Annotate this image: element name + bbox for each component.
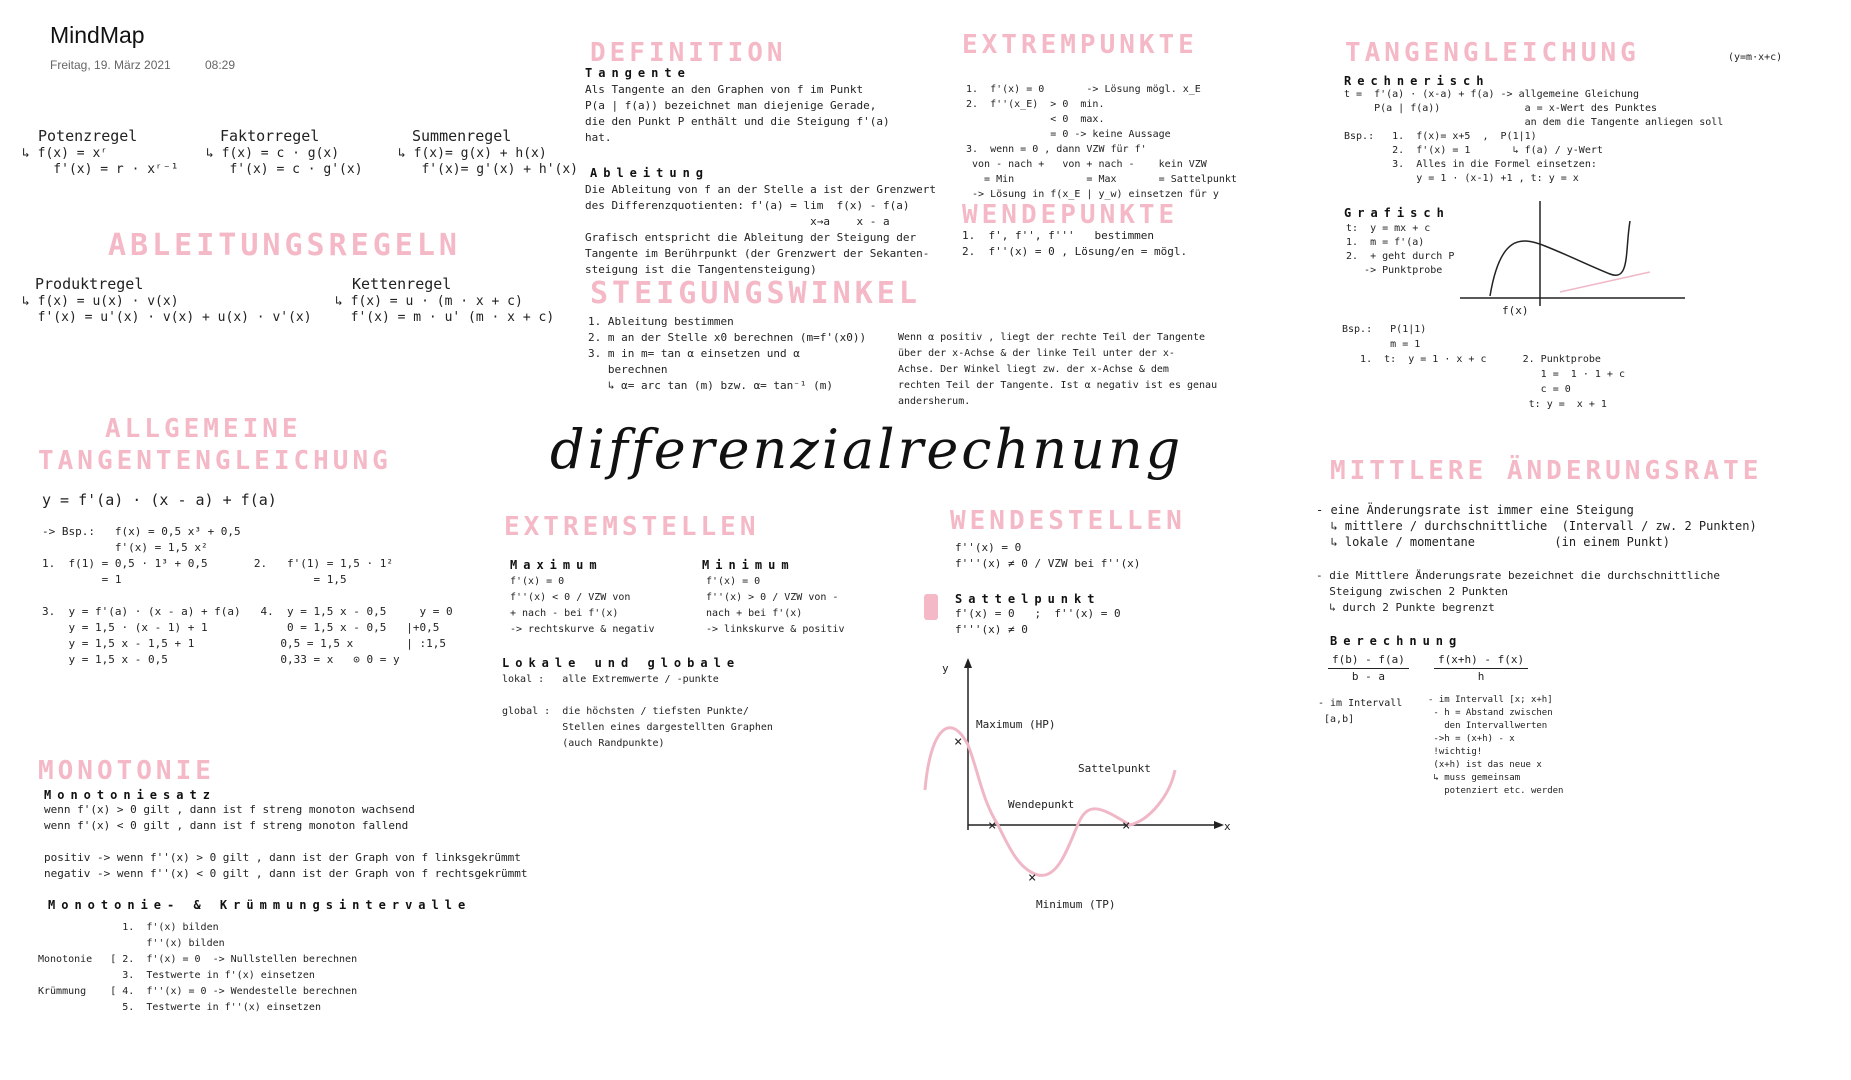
ableitung-title: Ableitung xyxy=(590,166,710,180)
wendepunkte-body: 1. f', f'', f''' bestimmen 2. f''(x) = 0 , Lösung/en = mögl. xyxy=(962,229,1188,258)
rechnerisch-body: t = f'(a) · (x-a) + f(a) -> allgemeine Gleichung P(a | f(a)) a = x-Wert des Punktes an dem die Tangente anliegen soll Bsp.: 1. f(x)= x+5 , P(1|1) 2. f'(x) = 1 ↳ f(a) / y-Wert 3. Alles in die Formel einsetzen: y = 1 · (x-1) +1 , t: y = x xyxy=(1344,89,1724,184)
allgemeine-formula: y = f'(a) · (x - a) + f(a) xyxy=(42,491,277,509)
sattelpunkt-body: f'(x) = 0 ; f''(x) = 0 f'''(x) ≠ 0 xyxy=(955,607,1121,636)
summenregel-body: ↳ f(x)= g(x) + h(x) f'(x)= g'(x) + h'(x) xyxy=(398,146,579,177)
kettenregel-title: Kettenregel xyxy=(352,275,452,293)
allgemeine-body: -> Bsp.: f(x) = 0,5 x³ + 0,5 f'(x) = 1,5 x² 1. f(1) = 0,5 · 1³ + 0,5 2. f'(1) = 1,5 · 1² = 1 = 1,5 3. y = f'(a) · (x - a) + f(a) 4. y = 1,5 x - 0,5 y = 0 y = 1,5 · (x - 1) + 1 0 = 1,5 x - 0,5 |+0,5 y = 1,5 x - 1,5 + 1 0,5 = 1,5 x | :1,5 y = 1,5 x - 0,5 0,33 = x ⊙ 0 = y xyxy=(42,525,453,666)
steigungswinkel-steps: 1. Ableitung bestimmen 2. m an der Stelle x0 berechnen (m=f'(x0)) 3. m in m= tan α einsetzen und α berechnen ↳ α= arc tan (m) bzw. α= tan⁻¹ (m) xyxy=(588,315,867,392)
tangente-graph xyxy=(1450,196,1700,316)
tangente-title: Tangente xyxy=(585,66,691,80)
minimum-body: f'(x) = 0 f''(x) > 0 / VZW von - nach + bei f'(x) -> linkskurve & positiv xyxy=(706,576,845,635)
mittlere-right-note: - im Intervall [x; x+h] - h = Abstand zwischen den Intervallwerten ->h = (x+h) - x !wichtig! (x+h) ist das neue x ↳ muss gemeinsam potenziert etc. werden xyxy=(1428,695,1564,796)
potenzregel-body: ↳ f(x) = xʳ f'(x) = r · xʳ⁻¹ xyxy=(22,146,179,177)
tangentengleichung-hint: (y=m·x+c) xyxy=(1728,52,1783,63)
ableitung-body: Die Ableitung von f an der Stelle a ist der Grenzwert des Differenzquotienten: f'(a) = lim f(x) - f(a) x→a x - a Grafisch entspricht die Ableitung der Steigung der Tangente im Berührpunkt (der Grenzwert der Sekanten- steigung ist die Tangentensteigung) xyxy=(585,183,936,276)
tangente-bsp-body: Bsp.: P(1|1) m = 1 1. t: y = 1 · x + c 2. Punktprobe 1 = 1 · 1 + c c = 0 t: y = x + 1 xyxy=(1342,324,1625,410)
page-time: 08:29 xyxy=(205,58,236,72)
allgemeine-heading-line2: TANGENTENGLEICHUNG xyxy=(38,446,392,476)
faktorregel-body: ↳ f(x) = c · g(x) f'(x) = c · g'(x) xyxy=(206,146,363,177)
tangente-body: Als Tangente an den Graphen von f im Punkt P(a | f(a)) bezeichnet man diejenige Gerade, die den Punkt P enthält und die Steigung f'(a) hat. xyxy=(585,83,890,144)
steigungswinkel-note: Wenn α positiv , liegt der rechte Teil der Tangente über der x-Achse & der linke Teil unter der x- Achse. Der Winkel liegt zw. der x-Achse & dem rechten Teil der Tangente. Ist α negativ ist es genau andersherum. xyxy=(898,332,1218,407)
mittlere-body1: - eine Änderungsrate ist immer eine Steigung ↳ mittlere / durchschnittliche (Intervall / zw. 2 Punkten) ↳ lokale / momentane (in einem Punkt) xyxy=(1316,503,1757,549)
central-topic: differenzialrechnung xyxy=(550,418,1184,481)
produktregel-title: Produktregel xyxy=(35,275,144,293)
intervalle-body: 1. f'(x) bilden f''(x) bilden Monotonie [ 2. f'(x) = 0 -> Nullstellen berechnen 3. Testwerte in f'(x) einsetzen Krümmung [ 4. f''(x) = 0 -> Wendestelle berechnen 5. Testwerte in f''(x) einsetzen xyxy=(38,922,358,1013)
graph-max-label: Maximum (HP) xyxy=(976,718,1056,731)
mittlere-body2: - die Mittlere Änderungsrate bezeichnet die durchschnittliche Steigung zwischen 2 Punkten ↳ durch 2 Punkte begrenzt xyxy=(1316,569,1720,614)
graph-fx-label: f(x) xyxy=(1502,304,1529,316)
wendestellen-body: f''(x) = 0 f'''(x) ≠ 0 / VZW bei f''(x) xyxy=(955,541,1141,570)
mittlere-left-note: - im Intervall [a,b] xyxy=(1318,698,1403,725)
berechnung-title: Berechnung xyxy=(1330,634,1463,648)
grafisch-body: t: y = mx + c 1. m = f'(a) 2. + geht durch P -> Punktprobe xyxy=(1346,223,1455,276)
sattelpunkt-title: Sattelpunkt xyxy=(955,592,1101,606)
frac1-numerator: f(b) - f(a) xyxy=(1328,652,1409,669)
max-marker: × xyxy=(954,734,963,750)
wendepunkte-heading: WENDEPUNKTE xyxy=(962,200,1179,230)
potenzregel-title: Potenzregel xyxy=(38,127,138,145)
definition-heading: DEFINITION xyxy=(590,38,787,68)
intervalle-title: Monotonie- & Krümmungsintervalle xyxy=(48,898,472,912)
frac2-numerator: f(x+h) - f(x) xyxy=(1434,652,1528,669)
page-date: Freitag, 19. März 2021 xyxy=(50,58,171,72)
lokal-global-body: lokal : alle Extremwerte / -punkte global : die höchsten / tiefsten Punkte/ Stellen eines dargestellten Graphen (auch Randpunkte) xyxy=(502,674,773,749)
graph-wende-label: Wendepunkt xyxy=(1008,798,1075,811)
monotoniesatz-body: wenn f'(x) > 0 gilt , dann ist f streng monoton wachsend wenn f'(x) < 0 gilt , dann ist f streng monoton fallend positiv -> wenn f''(x) > 0 gilt , dann ist der Graph von f linksgekrümmt negativ -> wenn f''(x) < 0 gilt , dann ist der Graph von f rechtsgekrümmt xyxy=(44,803,528,880)
lokal-global-title: Lokale und globale xyxy=(502,656,741,670)
extremstellen-heading: EXTREMSTELLEN xyxy=(504,512,760,542)
grafisch-title: Grafisch xyxy=(1344,206,1450,220)
graph-y-label: y xyxy=(942,662,949,675)
summenregel-title: Summenregel xyxy=(412,127,512,145)
mittlere-heading: MITTLERE ÄNDERUNGSRATE xyxy=(1330,456,1763,486)
monotoniesatz-title: Monotoniesatz xyxy=(44,788,216,802)
produktregel-body: ↳ f(x) = u(x) · v(x) f'(x) = u'(x) · v(x) + u(x) · v'(x) xyxy=(22,294,312,325)
faktorregel-title: Faktorregel xyxy=(220,127,320,145)
extrempunkte-heading: EXTREMPUNKTE xyxy=(962,30,1198,60)
exclamation-icon xyxy=(924,594,938,620)
frac1-denominator: b - a xyxy=(1351,670,1385,683)
frac2-denominator: h xyxy=(1477,670,1485,683)
extrempunkte-body: 1. f'(x) = 0 -> Lösung mögl. x_E 2. f''(x_E) > 0 min. < 0 max. = 0 -> keine Aussage 3. wenn = 0 , dann VZW für f' von - nach + von + nach - kein VZW = Min = Max = Sattelpunkt -> Lösung in f(x_E | y_w) einsetzen für y xyxy=(966,84,1237,200)
wende-marker: × xyxy=(988,818,997,834)
graph-min-label: Minimum (TP) xyxy=(1036,898,1116,911)
min-marker: × xyxy=(1028,870,1037,886)
wendestellen-graph xyxy=(920,650,1240,920)
fraction-average xyxy=(1328,652,1409,685)
allgemeine-heading-line1: ALLGEMEINE xyxy=(105,414,302,444)
ableitungsregeln-heading: ABLEITUNGSREGELN xyxy=(108,228,461,263)
graph-sattel-label: Sattelpunkt xyxy=(1078,762,1151,775)
fraction-h xyxy=(1434,652,1528,685)
monotonie-heading: MONOTONIE xyxy=(38,756,215,786)
graph-x-label: x xyxy=(1224,820,1231,833)
sattel-marker: × xyxy=(1122,818,1131,834)
minimum-title: Minimum xyxy=(702,558,795,572)
kettenregel-body: ↳ f(x) = u · (m · x + c) f'(x) = m · u' (m · x + c) xyxy=(335,294,555,325)
wendestellen-heading: WENDESTELLEN xyxy=(950,506,1186,536)
tangentengleichung-heading: TANGENGLEICHUNG xyxy=(1345,38,1640,68)
rechnerisch-title: Rechnerisch xyxy=(1344,74,1490,88)
steigungswinkel-heading: STEIGUNGSWINKEL xyxy=(590,276,921,311)
page-title: MindMap xyxy=(50,22,145,48)
maximum-title: Maximum xyxy=(510,558,603,572)
maximum-body: f'(x) = 0 f''(x) < 0 / VZW von + nach - bei f'(x) -> rechtskurve & negativ xyxy=(510,576,655,635)
